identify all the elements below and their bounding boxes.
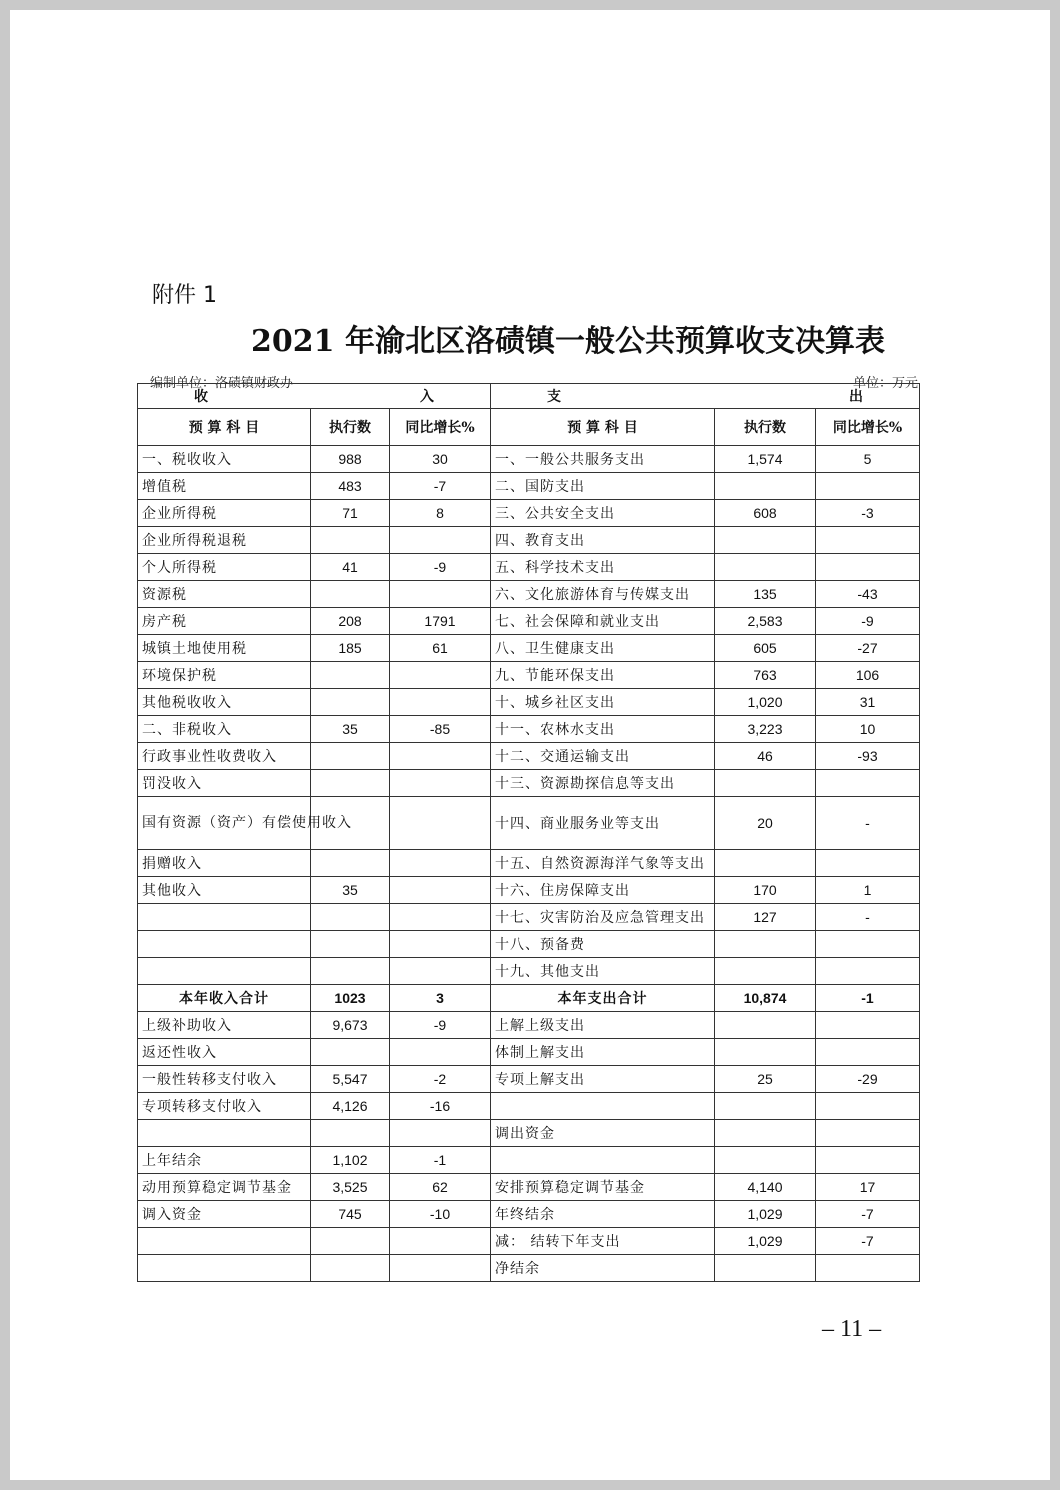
income-subject-cell bbox=[138, 931, 311, 958]
expense-subject-cell: 九、节能环保支出 bbox=[491, 662, 715, 689]
income-growth-cell: 62 bbox=[390, 1174, 491, 1201]
income-subject-cell bbox=[138, 1120, 311, 1147]
expense-subject-cell: 十二、交通运输支出 bbox=[491, 743, 715, 770]
expense-subject-cell: 七、社会保障和就业支出 bbox=[491, 608, 715, 635]
income-amount-cell: 483 bbox=[311, 473, 390, 500]
expense-growth-cell: -93 bbox=[816, 743, 920, 770]
income-amount-cell bbox=[311, 1039, 390, 1066]
income-header-right: 入 bbox=[420, 389, 434, 405]
expense-growth-cell: -3 bbox=[816, 500, 920, 527]
income-growth-cell: -85 bbox=[390, 716, 491, 743]
income-amount-cell: 208 bbox=[311, 608, 390, 635]
expense-growth-cell bbox=[816, 527, 920, 554]
income-subject-header: 预 算 科 目 bbox=[138, 409, 311, 446]
expense-amount-cell: 127 bbox=[715, 904, 816, 931]
expense-subject-cell: 八、卫生健康支出 bbox=[491, 635, 715, 662]
table-row bbox=[138, 716, 920, 743]
income-subject-cell: 国有资源（资产）有偿使用收入 bbox=[138, 797, 311, 850]
expense-growth-cell: - bbox=[816, 797, 920, 850]
expense-subject-cell: 十五、自然资源海洋气象等支出 bbox=[491, 850, 715, 877]
income-amount-cell: 35 bbox=[311, 877, 390, 904]
table-header-group-row bbox=[138, 384, 920, 409]
table-row bbox=[138, 581, 920, 608]
expense-amount-cell: 25 bbox=[715, 1066, 816, 1093]
expense-growth-cell bbox=[816, 1012, 920, 1039]
table-row bbox=[138, 527, 920, 554]
income-amount-cell bbox=[311, 1120, 390, 1147]
income-amount-cell: 3,525 bbox=[311, 1174, 390, 1201]
table-row bbox=[138, 662, 920, 689]
income-amount-cell: 4,126 bbox=[311, 1093, 390, 1120]
income-growth-cell: 61 bbox=[390, 635, 491, 662]
income-amount-cell: 745 bbox=[311, 1201, 390, 1228]
expense-amount-cell: 1,029 bbox=[715, 1201, 816, 1228]
expense-header-left: 支 bbox=[547, 389, 561, 405]
currency-unit: 单位：万元 bbox=[852, 376, 918, 391]
table-row bbox=[138, 1120, 920, 1147]
expense-subject-cell: 调出资金 bbox=[491, 1120, 715, 1147]
income-growth-cell: -10 bbox=[390, 1201, 491, 1228]
income-subject-cell: 房产税 bbox=[138, 608, 311, 635]
expense-growth-cell: -29 bbox=[816, 1066, 920, 1093]
table-row bbox=[138, 1174, 920, 1201]
income-subject-cell: 城镇土地使用税 bbox=[138, 635, 311, 662]
income-amount-cell bbox=[311, 904, 390, 931]
expense-amount-cell: 3,223 bbox=[715, 716, 816, 743]
expense-growth-cell bbox=[816, 1147, 920, 1174]
income-subject-cell: 一般性转移支付收入 bbox=[138, 1066, 311, 1093]
income-amount-cell: 1,102 bbox=[311, 1147, 390, 1174]
income-subject-cell bbox=[138, 1255, 311, 1282]
expense-growth-cell: 1 bbox=[816, 877, 920, 904]
expense-amount-cell: 2,583 bbox=[715, 608, 816, 635]
document-title: 2021 年渝北区洛碛镇一般公共预算收支决算表 bbox=[251, 324, 885, 359]
expense-subject-cell: 专项上解支出 bbox=[491, 1066, 715, 1093]
income-subject-cell bbox=[138, 958, 311, 985]
table-row bbox=[138, 904, 920, 931]
income-amount-cell bbox=[311, 850, 390, 877]
income-amount-cell: 185 bbox=[311, 635, 390, 662]
expense-growth-cell bbox=[816, 770, 920, 797]
expense-subject-cell: 二、国防支出 bbox=[491, 473, 715, 500]
expense-subject-cell: 五、科学技术支出 bbox=[491, 554, 715, 581]
expense-growth-cell: 17 bbox=[816, 1174, 920, 1201]
expense-amount-cell bbox=[715, 1255, 816, 1282]
income-subject-cell: 个人所得税 bbox=[138, 554, 311, 581]
income-growth-cell: 30 bbox=[390, 446, 491, 473]
income-amount-cell: 9,673 bbox=[311, 1012, 390, 1039]
expense-growth-cell bbox=[816, 1039, 920, 1066]
income-subject-cell: 企业所得税 bbox=[138, 500, 311, 527]
expense-subject-cell: 十四、商业服务业等支出 bbox=[491, 797, 715, 850]
income-amount-cell: 35 bbox=[311, 716, 390, 743]
income-subject-cell: 动用预算稳定调节基金 bbox=[138, 1174, 311, 1201]
table-row bbox=[138, 877, 920, 904]
income-growth-cell bbox=[390, 797, 491, 850]
expense-subject-cell: 一、一般公共服务支出 bbox=[491, 446, 715, 473]
expense-growth-cell: -43 bbox=[816, 581, 920, 608]
table-row bbox=[138, 931, 920, 958]
income-amount-cell bbox=[311, 581, 390, 608]
expense-growth-cell: -7 bbox=[816, 1228, 920, 1255]
expense-subject-cell: 四、教育支出 bbox=[491, 527, 715, 554]
income-amount-cell bbox=[311, 1228, 390, 1255]
expense-amount-cell: 763 bbox=[715, 662, 816, 689]
expense-amount-cell: 1,020 bbox=[715, 689, 816, 716]
income-subject-cell: 本年收入合计 bbox=[138, 985, 311, 1012]
expense-subject-cell bbox=[491, 1093, 715, 1120]
income-subject-cell: 捐赠收入 bbox=[138, 850, 311, 877]
income-subject-cell: 其他收入 bbox=[138, 877, 311, 904]
expense-growth-cell bbox=[816, 1093, 920, 1120]
table-row bbox=[138, 1147, 920, 1174]
expense-growth-cell: 10 bbox=[816, 716, 920, 743]
table-row bbox=[138, 1255, 920, 1282]
table-row bbox=[138, 1201, 920, 1228]
table-row bbox=[138, 500, 920, 527]
expense-amount-cell: 20 bbox=[715, 797, 816, 850]
income-subject-cell bbox=[138, 1228, 311, 1255]
expense-amount-cell bbox=[715, 958, 816, 985]
income-amount-cell: 1023 bbox=[311, 985, 390, 1012]
expense-subject-cell: 六、文化旅游体育与传媒支出 bbox=[491, 581, 715, 608]
expense-growth-cell bbox=[816, 554, 920, 581]
income-amount-cell bbox=[311, 743, 390, 770]
income-growth-cell bbox=[390, 850, 491, 877]
expense-amount-cell: 4,140 bbox=[715, 1174, 816, 1201]
income-subject-cell: 上年结余 bbox=[138, 1147, 311, 1174]
expense-subject-cell: 减： 结转下年支出 bbox=[491, 1228, 715, 1255]
table-row bbox=[138, 554, 920, 581]
expense-amount-cell bbox=[715, 931, 816, 958]
table-row bbox=[138, 446, 920, 473]
budget-table bbox=[137, 383, 920, 1282]
expense-subject-cell: 本年支出合计 bbox=[491, 985, 715, 1012]
income-growth-cell bbox=[390, 1255, 491, 1282]
income-amount-cell bbox=[311, 770, 390, 797]
expense-group-header bbox=[491, 384, 920, 409]
table-row bbox=[138, 1039, 920, 1066]
income-growth-header: 同比增长% bbox=[390, 409, 491, 446]
expense-growth-cell bbox=[816, 1255, 920, 1282]
expense-amount-cell bbox=[715, 1147, 816, 1174]
expense-subject-cell: 十六、住房保障支出 bbox=[491, 877, 715, 904]
compiler-unit: 编制单位：洛碛镇财政办 bbox=[150, 376, 294, 391]
expense-subject-cell: 净结余 bbox=[491, 1255, 715, 1282]
expense-amount-header: 执行数 bbox=[715, 409, 816, 446]
expense-amount-cell: 170 bbox=[715, 877, 816, 904]
income-group-header bbox=[138, 384, 491, 409]
income-growth-cell: -2 bbox=[390, 1066, 491, 1093]
table-row bbox=[138, 473, 920, 500]
income-amount-cell: 988 bbox=[311, 446, 390, 473]
table-row bbox=[138, 958, 920, 985]
income-subject-cell: 企业所得税退税 bbox=[138, 527, 311, 554]
income-amount-cell: 41 bbox=[311, 554, 390, 581]
income-subject-cell: 增值税 bbox=[138, 473, 311, 500]
expense-growth-cell bbox=[816, 931, 920, 958]
income-growth-cell bbox=[390, 958, 491, 985]
income-subject-cell: 资源税 bbox=[138, 581, 311, 608]
income-growth-cell: -7 bbox=[390, 473, 491, 500]
income-growth-cell bbox=[390, 581, 491, 608]
income-growth-cell: 1791 bbox=[390, 608, 491, 635]
table-row bbox=[138, 1228, 920, 1255]
income-amount-cell: 71 bbox=[311, 500, 390, 527]
income-growth-cell: -1 bbox=[390, 1147, 491, 1174]
expense-subject-cell: 三、公共安全支出 bbox=[491, 500, 715, 527]
expense-amount-cell: 46 bbox=[715, 743, 816, 770]
expense-growth-cell: 5 bbox=[816, 446, 920, 473]
expense-growth-cell bbox=[816, 850, 920, 877]
expense-growth-cell: 31 bbox=[816, 689, 920, 716]
income-subject-cell: 专项转移支付收入 bbox=[138, 1093, 311, 1120]
table-row bbox=[138, 1066, 920, 1093]
expense-subject-cell: 安排预算稳定调节基金 bbox=[491, 1174, 715, 1201]
expense-amount-cell bbox=[715, 1039, 816, 1066]
expense-amount-cell bbox=[715, 850, 816, 877]
income-growth-cell bbox=[390, 689, 491, 716]
expense-amount-cell bbox=[715, 1093, 816, 1120]
table-row bbox=[138, 689, 920, 716]
expense-subject-header: 预 算 科 目 bbox=[491, 409, 715, 446]
income-amount-header: 执行数 bbox=[311, 409, 390, 446]
expense-subject-cell: 年终结余 bbox=[491, 1201, 715, 1228]
income-subject-cell: 上级补助收入 bbox=[138, 1012, 311, 1039]
income-subject-cell: 返还性收入 bbox=[138, 1039, 311, 1066]
expense-growth-cell: 106 bbox=[816, 662, 920, 689]
income-subject-cell: 二、非税收入 bbox=[138, 716, 311, 743]
expense-amount-cell: 1,029 bbox=[715, 1228, 816, 1255]
expense-growth-cell bbox=[816, 1120, 920, 1147]
income-growth-cell: -9 bbox=[390, 1012, 491, 1039]
income-amount-cell bbox=[311, 958, 390, 985]
expense-growth-header: 同比增长% bbox=[816, 409, 920, 446]
expense-amount-cell: 1,574 bbox=[715, 446, 816, 473]
income-growth-cell bbox=[390, 770, 491, 797]
expense-subject-cell: 十一、农林水支出 bbox=[491, 716, 715, 743]
expense-amount-cell bbox=[715, 554, 816, 581]
expense-amount-cell bbox=[715, 1120, 816, 1147]
table-row bbox=[138, 770, 920, 797]
income-growth-cell bbox=[390, 662, 491, 689]
table-row bbox=[138, 743, 920, 770]
expense-growth-cell: -27 bbox=[816, 635, 920, 662]
income-subject-cell bbox=[138, 904, 311, 931]
income-amount-cell bbox=[311, 931, 390, 958]
expense-amount-cell: 608 bbox=[715, 500, 816, 527]
table-row bbox=[138, 608, 920, 635]
expense-growth-cell: -7 bbox=[816, 1201, 920, 1228]
expense-header-right: 出 bbox=[849, 389, 863, 405]
expense-subject-cell: 上解上级支出 bbox=[491, 1012, 715, 1039]
table-row bbox=[138, 985, 920, 1012]
income-growth-cell bbox=[390, 1228, 491, 1255]
expense-amount-cell bbox=[715, 770, 816, 797]
expense-amount-cell: 10,874 bbox=[715, 985, 816, 1012]
income-subject-cell: 其他税收收入 bbox=[138, 689, 311, 716]
table-column-header-row bbox=[138, 409, 920, 446]
expense-growth-cell bbox=[816, 473, 920, 500]
expense-amount-cell bbox=[715, 527, 816, 554]
income-growth-cell bbox=[390, 743, 491, 770]
expense-growth-cell: -1 bbox=[816, 985, 920, 1012]
table-row bbox=[138, 635, 920, 662]
income-subject-cell: 行政事业性收费收入 bbox=[138, 743, 311, 770]
income-subject-cell: 一、税收收入 bbox=[138, 446, 311, 473]
table-row bbox=[138, 797, 920, 850]
income-growth-cell: -16 bbox=[390, 1093, 491, 1120]
expense-growth-cell: -9 bbox=[816, 608, 920, 635]
income-growth-cell bbox=[390, 527, 491, 554]
income-amount-cell bbox=[311, 662, 390, 689]
expense-subject-cell: 十七、灾害防治及应急管理支出 bbox=[491, 904, 715, 931]
income-subject-cell: 罚没收入 bbox=[138, 770, 311, 797]
income-growth-cell bbox=[390, 1120, 491, 1147]
income-amount-cell bbox=[311, 1255, 390, 1282]
expense-subject-cell: 十、城乡社区支出 bbox=[491, 689, 715, 716]
expense-subject-cell: 十八、预备费 bbox=[491, 931, 715, 958]
expense-amount-cell: 605 bbox=[715, 635, 816, 662]
expense-growth-cell: - bbox=[816, 904, 920, 931]
table-row bbox=[138, 1012, 920, 1039]
income-growth-cell: -9 bbox=[390, 554, 491, 581]
income-header-left: 收 bbox=[194, 389, 208, 405]
page-number: – 11 – bbox=[822, 1316, 882, 1342]
income-growth-cell: 8 bbox=[390, 500, 491, 527]
expense-subject-cell: 体制上解支出 bbox=[491, 1039, 715, 1066]
income-growth-cell bbox=[390, 877, 491, 904]
expense-amount-cell bbox=[715, 473, 816, 500]
income-growth-cell: 3 bbox=[390, 985, 491, 1012]
attachment-label: 附件 1 bbox=[152, 283, 217, 308]
table-row bbox=[138, 850, 920, 877]
expense-subject-cell: 十三、资源勘探信息等支出 bbox=[491, 770, 715, 797]
expense-subject-cell: 十九、其他支出 bbox=[491, 958, 715, 985]
expense-subject-cell bbox=[491, 1147, 715, 1174]
expense-amount-cell: 135 bbox=[715, 581, 816, 608]
income-subject-cell: 环境保护税 bbox=[138, 662, 311, 689]
income-growth-cell bbox=[390, 1039, 491, 1066]
expense-amount-cell bbox=[715, 1012, 816, 1039]
income-growth-cell bbox=[390, 904, 491, 931]
income-amount-cell: 5,547 bbox=[311, 1066, 390, 1093]
income-amount-cell bbox=[311, 689, 390, 716]
income-growth-cell bbox=[390, 931, 491, 958]
table-row bbox=[138, 1093, 920, 1120]
expense-growth-cell bbox=[816, 958, 920, 985]
income-amount-cell bbox=[311, 527, 390, 554]
income-subject-cell: 调入资金 bbox=[138, 1201, 311, 1228]
